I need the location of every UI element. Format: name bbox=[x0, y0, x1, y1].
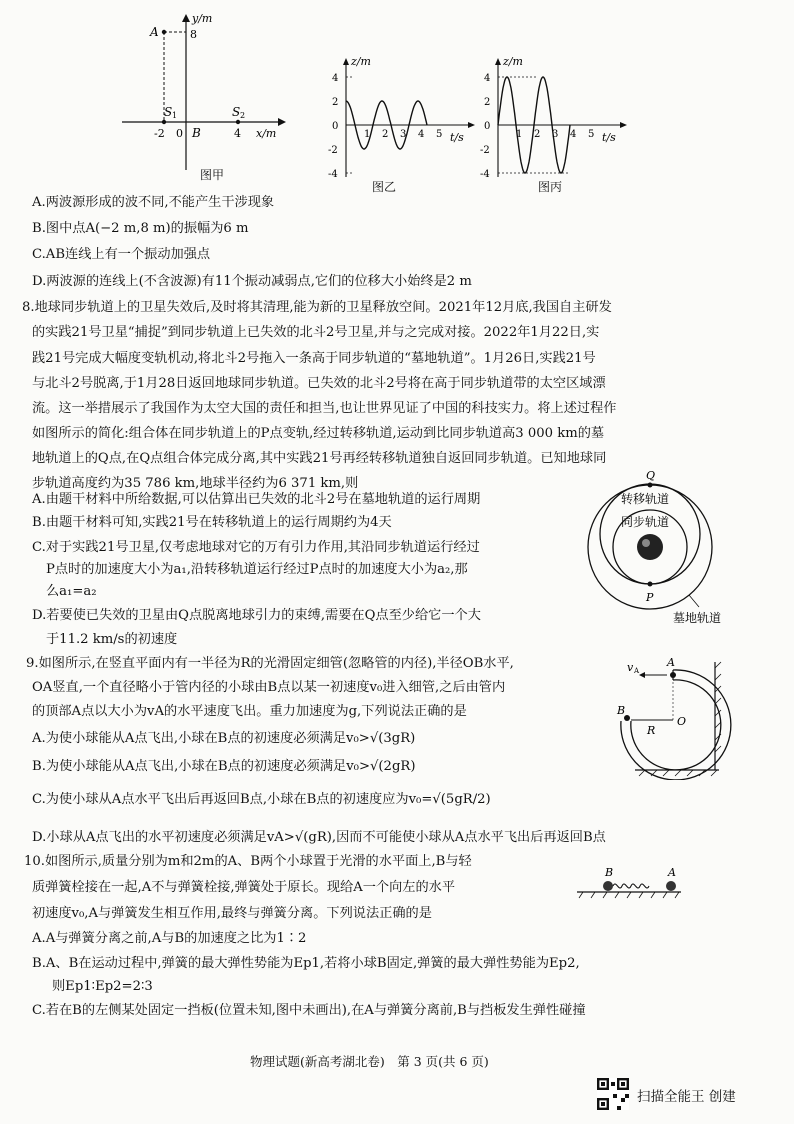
tube-va-sub: A bbox=[634, 667, 640, 675]
q9-stem: 的顶部A点以大小为vA的水平速度飞出。重力加速度为g,下列说法正确的是 bbox=[32, 704, 467, 719]
q8-stem: 步轨道高度约为35 786 km,地球半径约为6 371 km,则 bbox=[32, 476, 359, 491]
bing-xtick: 4 bbox=[570, 129, 577, 140]
yi-xtick: 1 bbox=[364, 129, 371, 140]
bing-ytick: 2 bbox=[484, 97, 491, 108]
yi-ylabel: z/m bbox=[351, 55, 371, 68]
orbit-sync-label: 同步轨道 bbox=[621, 515, 670, 529]
q9-stem: OA竖直,一个直径略小于管内径的小球由B点以某一初速度v₀进入细管,之后由管内 bbox=[32, 680, 506, 695]
bing-ytick: -2 bbox=[480, 145, 490, 156]
bing-xtick: 1 bbox=[516, 129, 523, 140]
qr-code-icon bbox=[597, 1078, 629, 1110]
scanner-watermark: 扫描全能王 创建 bbox=[637, 1089, 736, 1105]
bing-xtick: 5 bbox=[588, 129, 595, 140]
spring-b: B bbox=[605, 866, 614, 879]
q8-option-c-cont: 么a₁=a₂ bbox=[46, 584, 97, 599]
bing-caption: 图丙 bbox=[538, 180, 563, 194]
q8-stem: 地轨道上的Q点,在Q点组合体完成分离,其中实践21号再经转移轨道独自返回同步轨道。已知地球同 bbox=[32, 451, 607, 466]
q8-stem: 8.地球同步轨道上的卫星失效后,及时将其清理,能为新的卫星释放空间。2021年12月底,我国自主研发 bbox=[22, 300, 612, 315]
orbit-transfer-label: 转移轨道 bbox=[621, 492, 670, 506]
q10-stem: 质弹簧栓接在一起,A不与弹簧栓接,弹簧处于原长。现给A一个向左的水平 bbox=[32, 880, 456, 895]
orbit-p: P bbox=[646, 591, 654, 604]
figure-spring bbox=[575, 866, 685, 902]
q8-stem: 践21号完成大幅度变轨机动,将北斗2号拖入一条高于同步轨道的“墓地轨道”。1月26日,实践21号 bbox=[32, 351, 596, 366]
q8-option-a: A.由题干材料中所给数据,可以估算出已失效的北斗2号在墓地轨道的运行周期 bbox=[32, 492, 481, 507]
q7-option-d: D.两波源的连线上(不含波源)有11个振动减弱点,它们的位移大小始终是2 m bbox=[32, 274, 472, 289]
q8-option-c-cont: P点时的加速度大小为a₁,沿转移轨道运行经过P点时的加速度大小为a₂,那 bbox=[46, 562, 468, 577]
q10-option-a: A.A与弹簧分离之前,A与B的加速度之比为1∶2 bbox=[32, 931, 307, 946]
bing-ylabel: z/m bbox=[503, 55, 523, 68]
yi-ytick: 2 bbox=[332, 97, 339, 108]
jia-tick-0: 0 bbox=[176, 127, 183, 140]
jia-s1-sub: 1 bbox=[172, 111, 178, 120]
yi-ytick: 0 bbox=[332, 121, 339, 132]
jia-tick-neg2: -2 bbox=[154, 127, 165, 140]
q9-option-d: D.小球从A点飞出的水平初速度必须满足vA>√(gR),因而不可能使小球从A点水平飞出后再返回B点 bbox=[32, 830, 606, 845]
page-footer: 物理试题(新高考湖北卷) 第 3 页(共 6 页) bbox=[250, 1054, 489, 1069]
q9-option-a: A.为使小球能从A点飞出,小球在B点的初速度必须满足v₀>√(3gR) bbox=[32, 731, 416, 746]
figure-tube bbox=[615, 650, 735, 780]
bing-tlabel: t/s bbox=[602, 131, 616, 144]
figure-jia bbox=[118, 10, 288, 180]
q10-option-c: C.若在B的左侧某处固定一挡板(位置未知,图中未画出),在A与弹簧分离前,B与挡板发生弹性碰撞 bbox=[32, 1003, 586, 1018]
q8-option-d-cont: 于11.2 km/s的初速度 bbox=[46, 632, 178, 647]
jia-s2-sub: 2 bbox=[240, 111, 246, 120]
q8-stem: 如图所示的简化:组合体在同步轨道上的P点变轨,经过转移轨道,运动到比同步轨道高3 000 km的墓 bbox=[32, 426, 605, 441]
q10-option-b-cont: 则Ep1∶Ep2=2∶3 bbox=[52, 979, 153, 994]
yi-xtick: 5 bbox=[436, 129, 443, 140]
spring-a: A bbox=[668, 866, 676, 879]
q8-stem: 与北斗2号脱离,于1月28日返回地球同步轨道。已失效的北斗2号将在高于同步轨道带的太空区域漂 bbox=[32, 376, 606, 391]
q8-option-c: C.对于实践21号卫星,仅考虑地球对它的万有引力作用,其沿同步轨道运行经过 bbox=[32, 540, 480, 555]
jia-xlabel: x/m bbox=[256, 127, 277, 140]
jia-ylabel: y/m bbox=[192, 12, 213, 25]
figure-bing bbox=[480, 55, 630, 185]
earth-icon bbox=[637, 534, 663, 560]
orbit-q: Q bbox=[646, 469, 656, 482]
q9-option-b: B.为使小球能从A点飞出,小球在B点的初速度必须满足v₀>√(2gR) bbox=[32, 759, 416, 774]
bing-ytick: 4 bbox=[484, 73, 491, 84]
yi-ytick: 4 bbox=[332, 73, 339, 84]
bing-xtick: 3 bbox=[552, 129, 559, 140]
yi-ytick: -4 bbox=[328, 169, 338, 180]
q8-stem: 流。这一举措展示了我国作为太空大国的责任和担当,也让世界见证了中国的科技实力。将上述过程作 bbox=[32, 401, 617, 416]
bing-xtick: 2 bbox=[534, 129, 541, 140]
yi-xtick: 3 bbox=[400, 129, 407, 140]
bing-ytick: 0 bbox=[484, 121, 491, 132]
q7-option-c: C.AB连线上有一个振动加强点 bbox=[32, 247, 211, 262]
bing-ytick: -4 bbox=[480, 169, 490, 180]
q9-option-c: C.为使小球从A点水平飞出后再返回B点,小球在B点的初速度应为v₀=√(5gR/2) bbox=[32, 792, 491, 807]
figure-orbit bbox=[585, 455, 785, 625]
tube-r: R bbox=[647, 724, 656, 737]
jia-tick-8: 8 bbox=[190, 28, 197, 41]
yi-caption: 图乙 bbox=[372, 180, 397, 194]
q10-stem: 初速度v₀,A与弹簧发生相互作用,最终与弹簧分离。下列说法正确的是 bbox=[32, 906, 432, 921]
tube-va: v bbox=[627, 661, 634, 674]
jia-point-b: B bbox=[192, 126, 201, 140]
tube-b: B bbox=[617, 704, 626, 717]
q7-option-a: A.两波源形成的波不同,不能产生干涉现象 bbox=[32, 195, 275, 210]
yi-xtick: 2 bbox=[382, 129, 389, 140]
q9-stem: 9.如图所示,在竖直平面内有一半径为R的光滑固定细管(忽略管的内径),半径OB水平, bbox=[26, 656, 514, 671]
q10-option-b: B.A、B在运动过程中,弹簧的最大弹性势能为Ep1,若将小球B固定,弹簧的最大弹性势能为Ep2, bbox=[32, 956, 580, 971]
tube-o: O bbox=[677, 715, 687, 728]
yi-tlabel: t/s bbox=[450, 131, 464, 144]
jia-tick-4: 4 bbox=[234, 127, 241, 140]
q10-stem: 10.如图所示,质量分别为m和2m的A、B两个小球置于光滑的水平面上,B与轻 bbox=[24, 854, 472, 869]
orbit-grave-label: 墓地轨道 bbox=[673, 611, 722, 625]
jia-caption: 图甲 bbox=[200, 168, 225, 182]
jia-point-a: A bbox=[150, 25, 159, 39]
figure-yi bbox=[328, 55, 478, 185]
tube-a: A bbox=[667, 656, 675, 669]
jia-s1: S bbox=[164, 105, 173, 119]
yi-xtick: 4 bbox=[418, 129, 425, 140]
q7-option-b: B.图中点A(−2 m,8 m)的振幅为6 m bbox=[32, 221, 249, 236]
yi-ytick: -2 bbox=[328, 145, 338, 156]
q8-option-d: D.若要使已失效的卫星由Q点脱离地球引力的束缚,需要在Q点至少给它一个大 bbox=[32, 608, 481, 623]
q8-stem: 的实践21号卫星“捕捉”到同步轨道上已失效的北斗2号卫星,并与之完成对接。2022年1月22日,实 bbox=[32, 325, 600, 340]
q8-option-b: B.由题干材料可知,实践21号在转移轨道上的运行周期约为4天 bbox=[32, 515, 392, 530]
jia-s2: S bbox=[232, 105, 241, 119]
